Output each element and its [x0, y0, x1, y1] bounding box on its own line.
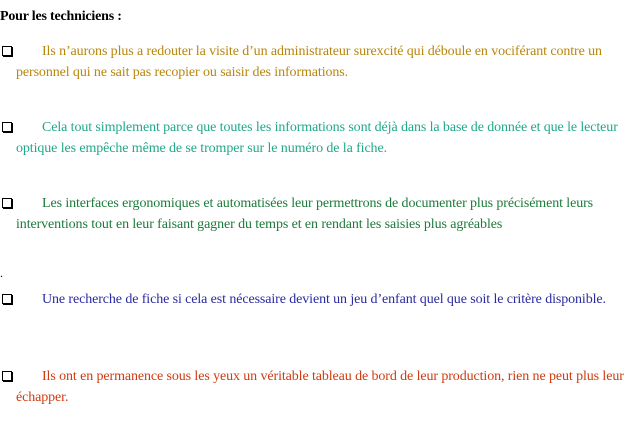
bullet-item-4-text: Une recherche de fiche si cela est nécessaire devient un jeu d’enfant quel que soit le critère disponible.	[42, 292, 606, 307]
checkbox-bullet-icon	[2, 122, 12, 132]
bullet-item-2-text: Cela tout simplement parce que toutes les informations sont déjà dans la base de donnée et que le lecteur optique les empêche même de se tromper sur le numéro de la fiche.	[16, 120, 618, 156]
stray-period: .	[0, 266, 3, 280]
bullet-item-4	[0, 289, 626, 310]
bullet-item-1	[0, 41, 626, 83]
page-title: Pour les techniciens :	[0, 9, 122, 24]
checkbox-bullet-icon	[2, 371, 12, 381]
bullet-item-3-text: Les interfaces ergonomiques et automatisées leur permettrons de documenter plus précisément leurs interventions tout en leur faisant gagner du temps et en rendant les saisies plus agréables	[16, 196, 594, 232]
checkbox-bullet-icon	[2, 198, 12, 208]
bullet-item-5	[0, 366, 626, 408]
bullet-item-2	[0, 117, 626, 159]
bullet-item-1-text: Ils n’aurons plus a redouter la visite d’un administrateur surexcité qui déboule en vociférant contre un personnel qui ne sait pas recopier ou saisir des informations.	[16, 44, 602, 80]
bullet-item-3	[0, 193, 626, 235]
checkbox-bullet-icon	[2, 294, 12, 304]
checkbox-bullet-icon	[2, 46, 12, 56]
bullet-item-5-text: Ils ont en permanence sous les yeux un véritable tableau de bord de leur production, rien ne peut plus leur échapper.	[16, 369, 624, 405]
